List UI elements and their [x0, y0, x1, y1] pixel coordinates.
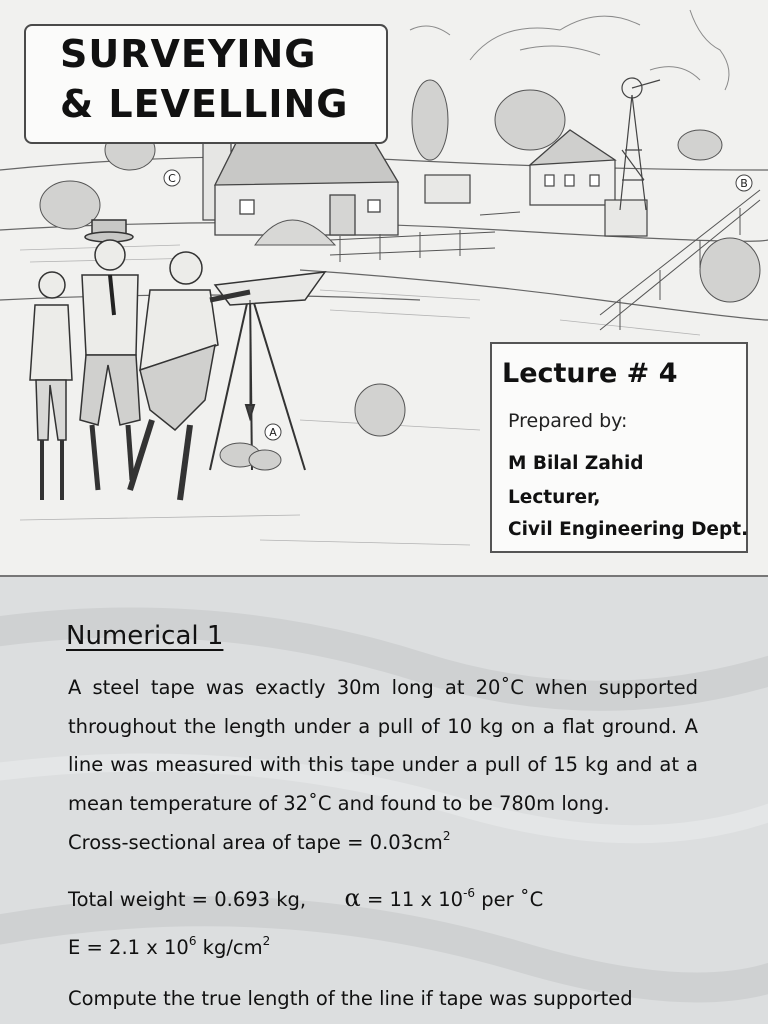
modulus-exponent: 6 [188, 934, 197, 948]
point-a-label: A [269, 426, 277, 439]
author-department: Civil Engineering Dept. [508, 519, 749, 540]
modulus-unit-exponent: 2 [262, 934, 271, 948]
point-c-label: C [168, 172, 176, 185]
lecture-info-box [490, 342, 748, 553]
compute-statement: Compute the true length of the line if tape was supported [68, 987, 633, 1010]
numerical-heading: Numerical 1 [66, 621, 224, 651]
title-box [24, 24, 388, 144]
alpha-symbol: α [344, 884, 361, 912]
weight-label: Total weight = 0.693 kg, [68, 888, 307, 911]
title-line-2: & LEVELLING [60, 82, 349, 126]
alpha-value: = 11 x 10 [360, 888, 464, 911]
point-b-label: B [740, 177, 748, 190]
area-line [68, 831, 450, 854]
problem-statement: A steel tape was exactly 30m long at 20˚C when supported throughout the length under a pull of 10 kg on a flat ground. A line was measured with this tape under a pull of 15 kg and at a mean temperature of 32˚C and found to be 780m long. [68, 676, 698, 815]
lecture-number: Lecture # 4 [502, 358, 678, 389]
alpha-exponent: -6 [463, 886, 476, 900]
title-line-1: SURVEYING [60, 32, 317, 76]
prepared-by-label: Prepared by: [508, 410, 628, 432]
alpha-unit: per ˚C [475, 888, 544, 911]
modulus-unit: kg/cm [196, 936, 263, 959]
area-label: Cross-sectional area of tape = 0.03cm [68, 831, 443, 854]
modulus-line [68, 936, 270, 959]
modulus-value: E = 2.1 x 10 [68, 936, 189, 959]
weight-alpha-line [68, 884, 543, 912]
author-role: Lecturer, [508, 487, 601, 508]
numerical-slide [0, 577, 768, 1024]
author-name: M Bilal Zahid [508, 453, 644, 474]
area-exponent: 2 [442, 829, 451, 843]
